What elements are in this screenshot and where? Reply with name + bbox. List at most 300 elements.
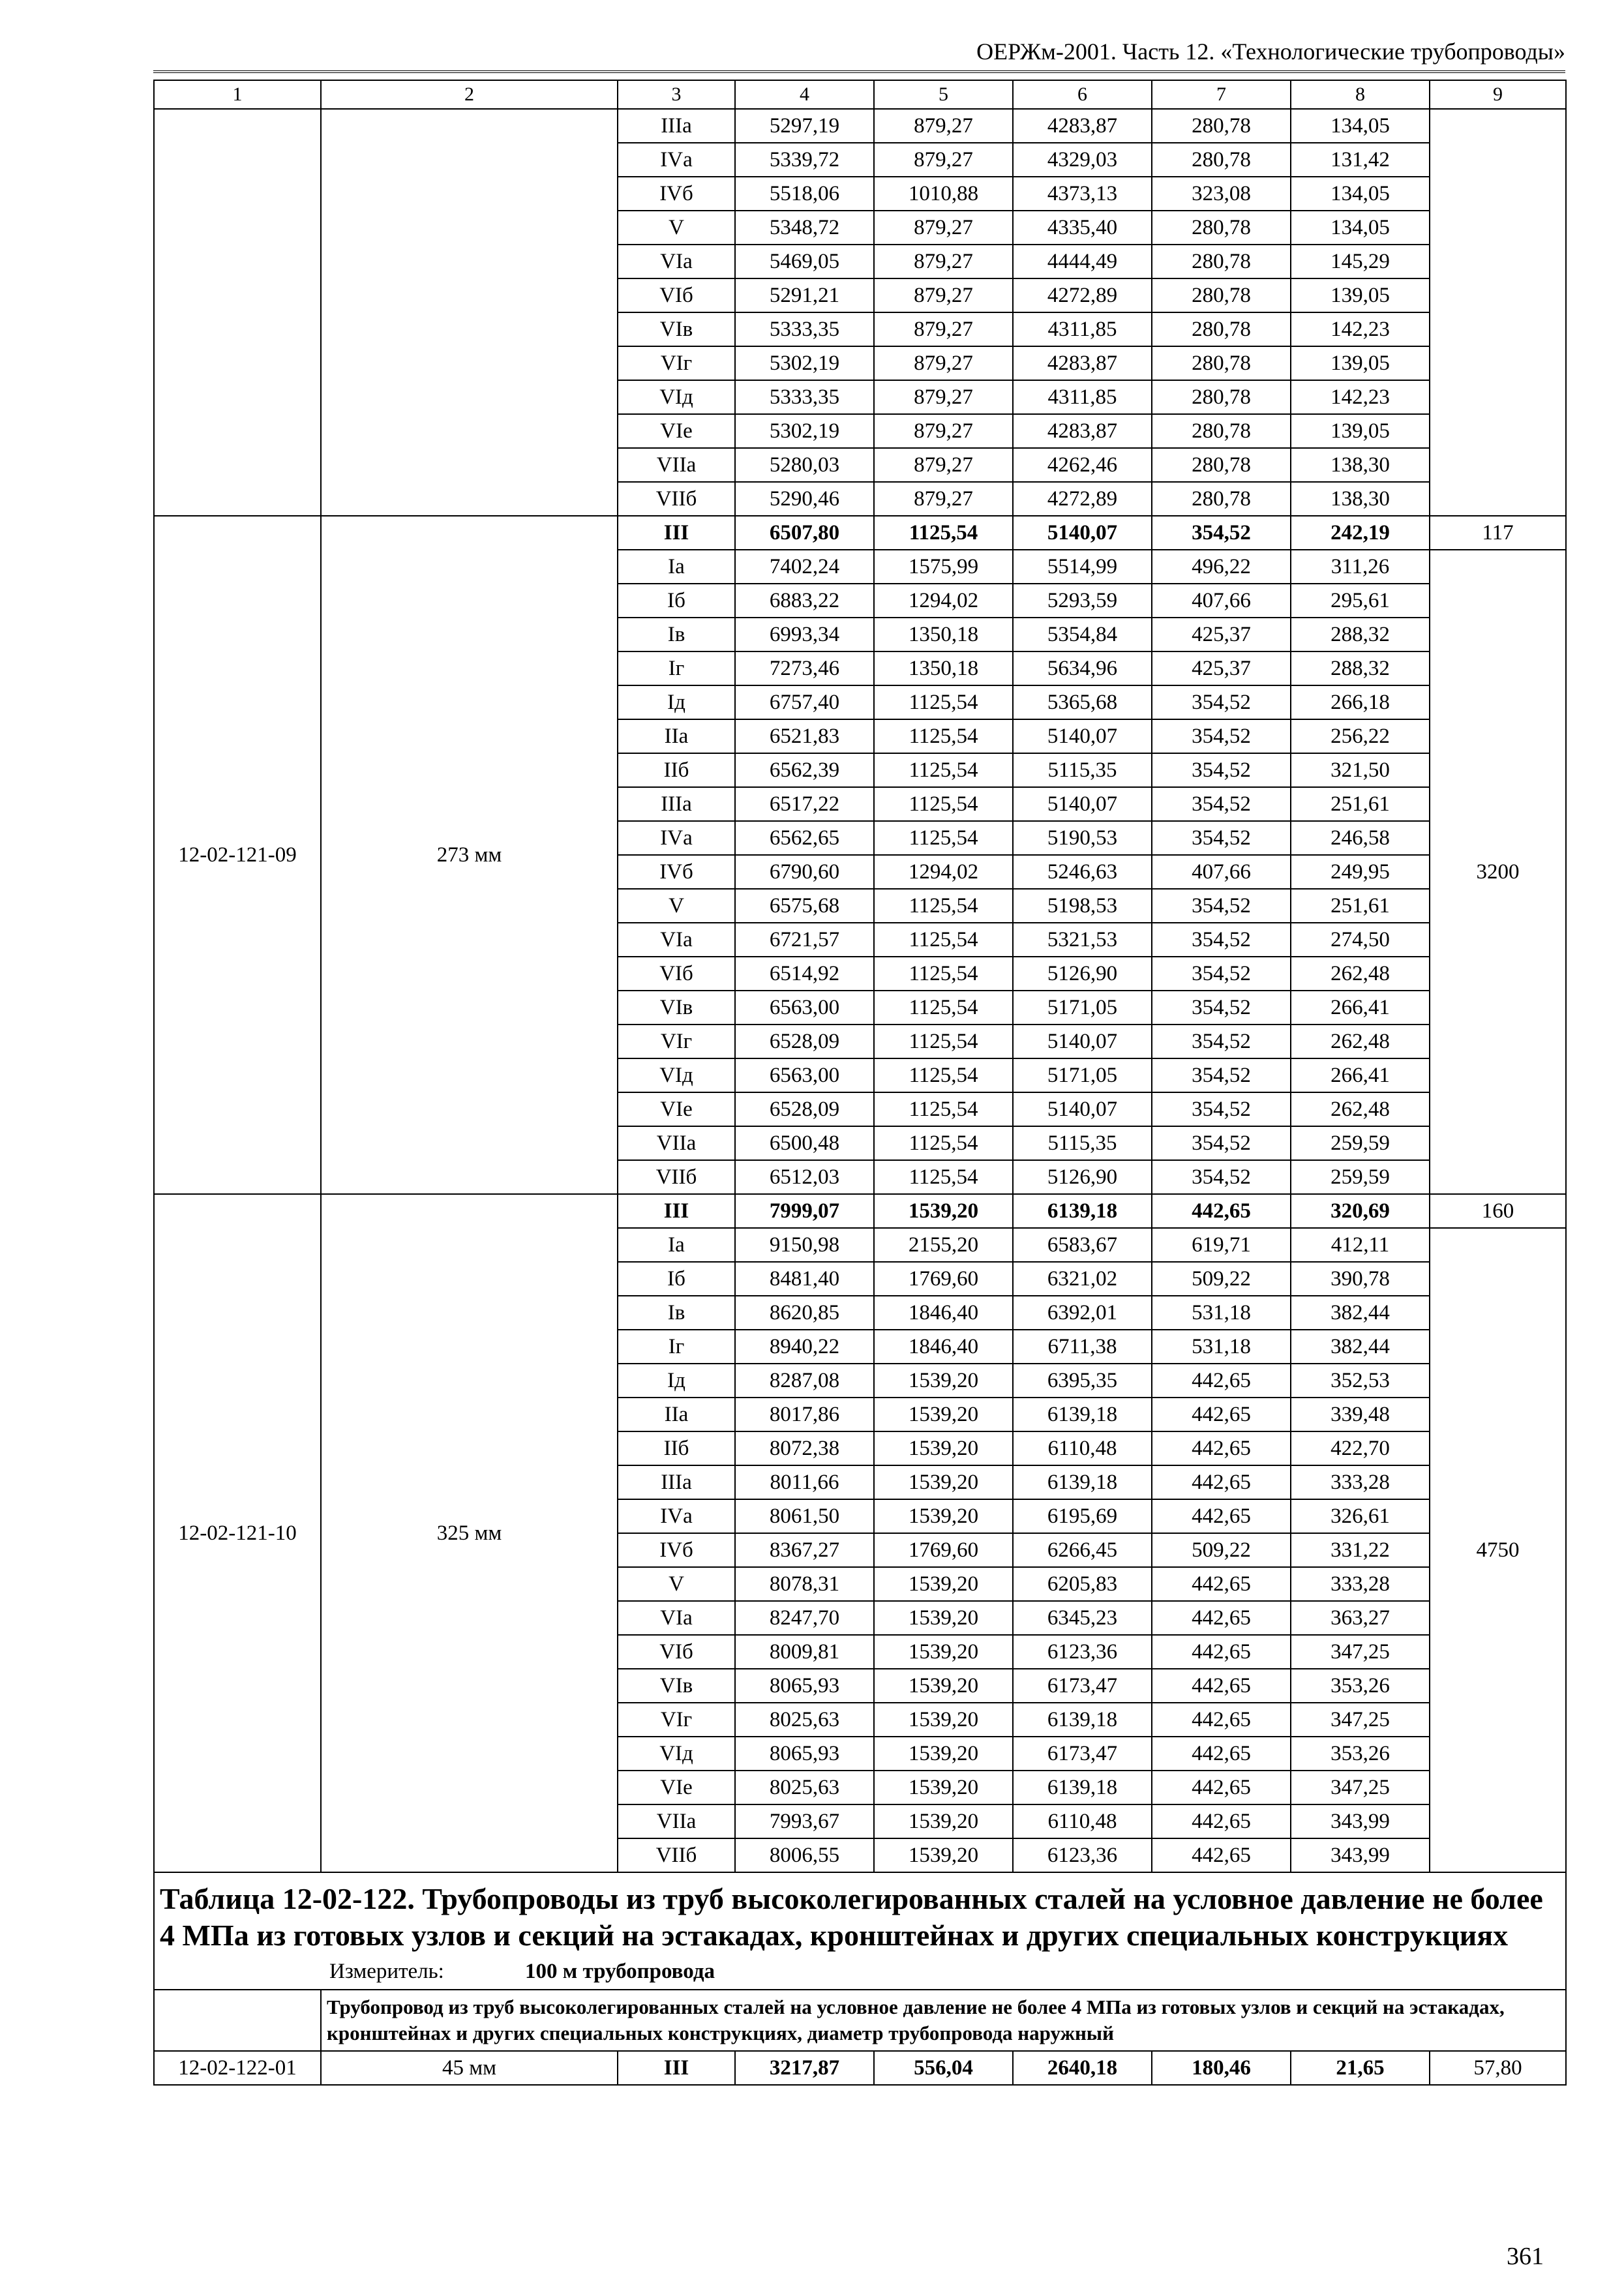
value-cell: 425,37 [1152,651,1291,685]
value-cell: 8017,86 [735,1398,874,1431]
category-cell: VIа [618,1601,735,1635]
category-cell: VIа [618,245,735,278]
value-cell: 6528,09 [735,1025,874,1058]
value-cell: 280,78 [1152,143,1291,177]
value-cell: 496,22 [1152,550,1291,584]
category-cell: III [618,2051,735,2085]
category-cell: IVб [618,1533,735,1567]
category-cell: VIг [618,1025,735,1058]
value-cell: 5302,19 [735,414,874,448]
diameter-cell: 273 мм [321,516,618,1194]
value-cell: 343,99 [1291,1804,1430,1838]
value-cell: 1125,54 [874,821,1013,855]
value-cell: 1539,20 [874,1703,1013,1737]
value-cell: 6883,22 [735,584,874,618]
column-number: 2 [321,80,618,109]
value-cell: 382,44 [1291,1296,1430,1330]
value-cell: 5126,90 [1013,1160,1152,1194]
col9-cell: 3200 [1430,550,1566,1194]
category-cell: IIIа [618,109,735,143]
value-cell: 5354,84 [1013,618,1152,651]
value-cell: 1539,20 [874,1635,1013,1669]
col9-cell: 4750 [1430,1228,1566,1872]
value-cell: 354,52 [1152,923,1291,957]
value-cell: 1125,54 [874,516,1013,550]
value-cell: 249,95 [1291,855,1430,889]
value-cell: 442,65 [1152,1771,1291,1804]
value-cell: 6345,23 [1013,1601,1152,1635]
value-cell: 4262,46 [1013,448,1152,482]
value-cell: 390,78 [1291,1262,1430,1296]
col9-cell: 57,80 [1430,2051,1566,2085]
value-cell: 139,05 [1291,414,1430,448]
value-cell: 6528,09 [735,1092,874,1126]
value-cell: 442,65 [1152,1804,1291,1838]
value-cell: 5115,35 [1013,753,1152,787]
running-header: ОЕРЖм-2001. Часть 12. «Технологические трубопроводы» [153,38,1565,73]
value-cell: 21,65 [1291,2051,1430,2085]
value-cell: 8072,38 [735,1431,874,1465]
category-cell: IIIа [618,1465,735,1499]
value-cell: 509,22 [1152,1262,1291,1296]
value-cell: 4311,85 [1013,312,1152,346]
value-cell: 1125,54 [874,1058,1013,1092]
value-cell: 5126,90 [1013,957,1152,991]
value-cell: 442,65 [1152,1838,1291,1872]
value-cell: 1350,18 [874,651,1013,685]
category-cell: VIд [618,380,735,414]
col9-cell: 160 [1430,1194,1566,1228]
value-cell: 8011,66 [735,1465,874,1499]
value-cell: 354,52 [1152,1058,1291,1092]
value-cell: 442,65 [1152,1703,1291,1737]
value-cell: 442,65 [1152,1499,1291,1533]
value-cell: 1125,54 [874,753,1013,787]
value-cell: 425,37 [1152,618,1291,651]
category-cell: IVб [618,855,735,889]
value-cell: 5280,03 [735,448,874,482]
value-cell: 134,05 [1291,177,1430,211]
category-cell: V [618,1567,735,1601]
value-cell: 134,05 [1291,109,1430,143]
value-cell: 1294,02 [874,584,1013,618]
category-cell: Iг [618,1330,735,1364]
table-row [154,1194,1566,1228]
value-cell: 7273,46 [735,651,874,685]
value-cell: 5365,68 [1013,685,1152,719]
value-cell: 442,65 [1152,1465,1291,1499]
value-cell: 509,22 [1152,1533,1291,1567]
value-cell: 5246,63 [1013,855,1152,889]
value-cell: 4283,87 [1013,109,1152,143]
value-cell: 354,52 [1152,516,1291,550]
value-cell: 442,65 [1152,1567,1291,1601]
category-cell: III [618,516,735,550]
value-cell: 347,25 [1291,1703,1430,1737]
value-cell: 442,65 [1152,1635,1291,1669]
value-cell: 8620,85 [735,1296,874,1330]
value-cell: 6110,48 [1013,1431,1152,1465]
value-cell: 5321,53 [1013,923,1152,957]
value-cell: 3217,87 [735,2051,874,2085]
value-cell: 5514,99 [1013,550,1152,584]
meter-value: 100 м трубопровода [525,1960,715,1983]
value-cell: 326,61 [1291,1499,1430,1533]
category-cell: Iб [618,1262,735,1296]
column-number: 5 [874,80,1013,109]
column-number: 3 [618,80,735,109]
value-cell: 531,18 [1152,1296,1291,1330]
value-cell: 442,65 [1152,1364,1291,1398]
category-cell: VIд [618,1058,735,1092]
value-cell: 4311,85 [1013,380,1152,414]
value-cell: 5339,72 [735,143,874,177]
value-cell: 280,78 [1152,414,1291,448]
value-cell: 5171,05 [1013,991,1152,1025]
category-cell: Iг [618,651,735,685]
diameter-cell: 45 мм [321,2051,618,2085]
value-cell: 1350,18 [874,618,1013,651]
category-cell: VIв [618,991,735,1025]
value-cell: 5291,21 [735,278,874,312]
value-cell: 879,27 [874,211,1013,245]
value-cell: 1125,54 [874,719,1013,753]
table-row [154,2051,1566,2085]
category-cell: V [618,889,735,923]
value-cell: 280,78 [1152,346,1291,380]
value-cell: 8287,08 [735,1364,874,1398]
category-cell: VIIб [618,1160,735,1194]
value-cell: 134,05 [1291,211,1430,245]
value-cell: 1539,20 [874,1737,1013,1771]
value-cell: 5293,59 [1013,584,1152,618]
category-cell: VIг [618,1703,735,1737]
value-cell: 422,70 [1291,1431,1430,1465]
value-cell: 138,30 [1291,448,1430,482]
category-cell: Iа [618,550,735,584]
value-cell: 4272,89 [1013,278,1152,312]
value-cell: 1125,54 [874,991,1013,1025]
value-cell: 879,27 [874,380,1013,414]
value-cell: 531,18 [1152,1330,1291,1364]
value-cell: 6790,60 [735,855,874,889]
value-cell: 331,22 [1291,1533,1430,1567]
value-cell: 246,58 [1291,821,1430,855]
column-number: 4 [735,80,874,109]
category-cell: VIб [618,957,735,991]
value-cell: 5115,35 [1013,1126,1152,1160]
value-cell: 266,41 [1291,991,1430,1025]
value-cell: 4373,13 [1013,177,1152,211]
value-cell: 5634,96 [1013,651,1152,685]
value-cell: 4272,89 [1013,482,1152,516]
value-cell: 6139,18 [1013,1771,1152,1804]
value-cell: 442,65 [1152,1431,1291,1465]
value-cell: 879,27 [874,109,1013,143]
value-cell: 266,41 [1291,1058,1430,1092]
value-cell: 333,28 [1291,1465,1430,1499]
value-cell: 8065,93 [735,1737,874,1771]
value-cell: 1125,54 [874,1092,1013,1126]
value-cell: 1125,54 [874,889,1013,923]
col9-cell [1430,109,1566,516]
value-cell: 1539,20 [874,1838,1013,1872]
value-cell: 288,32 [1291,651,1430,685]
category-cell: Iа [618,1228,735,1262]
value-cell: 6173,47 [1013,1737,1152,1771]
value-cell: 4283,87 [1013,414,1152,448]
value-cell: 138,30 [1291,482,1430,516]
value-cell: 442,65 [1152,1737,1291,1771]
category-cell: VIIа [618,1126,735,1160]
value-cell: 442,65 [1152,1194,1291,1228]
value-cell: 259,59 [1291,1126,1430,1160]
value-cell: 5518,06 [735,177,874,211]
category-cell: VIIа [618,448,735,482]
value-cell: 6512,03 [735,1160,874,1194]
value-cell: 4329,03 [1013,143,1152,177]
value-cell: 6173,47 [1013,1669,1152,1703]
value-cell: 6583,67 [1013,1228,1152,1262]
meter-label: Измеритель: [329,1960,444,1983]
value-cell: 5333,35 [735,312,874,346]
diameter-cell: 325 мм [321,1194,618,1872]
value-cell: 5140,07 [1013,1092,1152,1126]
value-cell: 1846,40 [874,1296,1013,1330]
column-number: 6 [1013,80,1152,109]
value-cell: 5140,07 [1013,516,1152,550]
code-cell: 12-02-121-09 [154,516,321,1194]
resource-table [153,80,1567,2086]
value-cell: 442,65 [1152,1669,1291,1703]
value-cell: 6993,34 [735,618,874,651]
code-cell [154,109,321,516]
page-number: 361 [1507,2243,1544,2270]
value-cell: 5171,05 [1013,1058,1152,1092]
value-cell: 5290,46 [735,482,874,516]
value-cell: 382,44 [1291,1330,1430,1364]
value-cell: 879,27 [874,312,1013,346]
table-body [154,80,1566,2085]
value-cell: 347,25 [1291,1771,1430,1804]
value-cell: 242,19 [1291,516,1430,550]
value-cell: 280,78 [1152,380,1291,414]
value-cell: 9150,98 [735,1228,874,1262]
category-cell: VIIб [618,482,735,516]
value-cell: 1769,60 [874,1533,1013,1567]
value-cell: 353,26 [1291,1669,1430,1703]
value-cell: 354,52 [1152,957,1291,991]
value-cell: 442,65 [1152,1398,1291,1431]
value-cell: 619,71 [1152,1228,1291,1262]
value-cell: 6195,69 [1013,1499,1152,1533]
value-cell: 2155,20 [874,1228,1013,1262]
value-cell: 879,27 [874,414,1013,448]
category-cell: VIIа [618,1804,735,1838]
value-cell: 354,52 [1152,1025,1291,1058]
value-cell: 280,78 [1152,448,1291,482]
value-cell: 6110,48 [1013,1804,1152,1838]
value-cell: 363,27 [1291,1601,1430,1635]
column-number: 1 [154,80,321,109]
category-cell: Iд [618,1364,735,1398]
value-cell: 343,99 [1291,1838,1430,1872]
value-cell: 8367,27 [735,1533,874,1567]
value-cell: 139,05 [1291,278,1430,312]
category-cell: V [618,211,735,245]
value-cell: 5140,07 [1013,719,1152,753]
col9-cell: 117 [1430,516,1566,550]
meter-line [160,1958,1560,1985]
value-cell: 251,61 [1291,889,1430,923]
value-cell: 5297,19 [735,109,874,143]
value-cell: 1539,20 [874,1431,1013,1465]
value-cell: 6321,02 [1013,1262,1152,1296]
category-cell: Iд [618,685,735,719]
value-cell: 354,52 [1152,821,1291,855]
value-cell: 5333,35 [735,380,874,414]
value-cell: 1539,20 [874,1194,1013,1228]
value-cell: 5469,05 [735,245,874,278]
category-cell: VIв [618,1669,735,1703]
value-cell: 266,18 [1291,685,1430,719]
value-cell: 180,46 [1152,2051,1291,2085]
category-cell: VIIб [618,1838,735,1872]
value-cell: 8078,31 [735,1567,874,1601]
value-cell: 8025,63 [735,1771,874,1804]
value-cell: 4335,40 [1013,211,1152,245]
code-cell: 12-02-121-10 [154,1194,321,1872]
value-cell: 347,25 [1291,1635,1430,1669]
value-cell: 5302,19 [735,346,874,380]
value-cell: 251,61 [1291,787,1430,821]
value-cell: 6123,36 [1013,1635,1152,1669]
value-cell: 7993,67 [735,1804,874,1838]
value-cell: 6562,65 [735,821,874,855]
value-cell: 1539,20 [874,1669,1013,1703]
category-cell: Iв [618,618,735,651]
value-cell: 354,52 [1152,1160,1291,1194]
code-cell: 12-02-122-01 [154,2051,321,2085]
value-cell: 879,27 [874,482,1013,516]
category-cell: VIе [618,1092,735,1126]
empty-cell [154,1990,321,2051]
value-cell: 8061,50 [735,1499,874,1533]
value-cell: 1125,54 [874,957,1013,991]
value-cell: 142,23 [1291,380,1430,414]
table-title: Таблица 12-02-122. Трубопроводы из труб высоколегированных сталей на условное давление не более 4 МПа из готовых узлов и секций на эстакадах, кронштейнах и других специальных конструкциях [160,1882,1543,1952]
category-cell: Iв [618,1296,735,1330]
value-cell: 1125,54 [874,1160,1013,1194]
value-cell: 280,78 [1152,482,1291,516]
value-cell: 5190,53 [1013,821,1152,855]
value-cell: 442,65 [1152,1601,1291,1635]
value-cell: 5140,07 [1013,1025,1152,1058]
column-number: 8 [1291,80,1430,109]
value-cell: 6757,40 [735,685,874,719]
column-number: 7 [1152,80,1291,109]
value-cell: 352,53 [1291,1364,1430,1398]
value-cell: 6123,36 [1013,1838,1152,1872]
diameter-cell [321,109,618,516]
value-cell: 131,42 [1291,143,1430,177]
value-cell: 354,52 [1152,1126,1291,1160]
value-cell: 6514,92 [735,957,874,991]
value-cell: 8009,81 [735,1635,874,1669]
value-cell: 1539,20 [874,1364,1013,1398]
value-cell: 280,78 [1152,245,1291,278]
value-cell: 1125,54 [874,1126,1013,1160]
value-cell: 8481,40 [735,1262,874,1296]
value-cell: 6521,83 [735,719,874,753]
category-cell: IIIа [618,787,735,821]
value-cell: 1769,60 [874,1262,1013,1296]
value-cell: 1125,54 [874,923,1013,957]
category-cell: IVа [618,821,735,855]
value-cell: 1539,20 [874,1804,1013,1838]
value-cell: 321,50 [1291,753,1430,787]
value-cell: 6392,01 [1013,1296,1152,1330]
category-cell: VIг [618,346,735,380]
value-cell: 1539,20 [874,1771,1013,1804]
value-cell: 2640,18 [1013,2051,1152,2085]
category-cell: VIе [618,414,735,448]
value-cell: 311,26 [1291,550,1430,584]
value-cell: 6139,18 [1013,1194,1152,1228]
value-cell: 333,28 [1291,1567,1430,1601]
value-cell: 1539,20 [874,1601,1013,1635]
value-cell: 6563,00 [735,991,874,1025]
value-cell: 1575,99 [874,550,1013,584]
value-cell: 256,22 [1291,719,1430,753]
value-cell: 879,27 [874,448,1013,482]
value-cell: 8247,70 [735,1601,874,1635]
category-cell: IIа [618,1398,735,1431]
value-cell: 354,52 [1152,719,1291,753]
value-cell: 295,61 [1291,584,1430,618]
value-cell: 879,27 [874,245,1013,278]
value-cell: 879,27 [874,346,1013,380]
value-cell: 8065,93 [735,1669,874,1703]
value-cell: 1846,40 [874,1330,1013,1364]
value-cell: 1125,54 [874,685,1013,719]
category-cell: IVб [618,177,735,211]
value-cell: 6517,22 [735,787,874,821]
value-cell: 1539,20 [874,1567,1013,1601]
value-cell: 6266,45 [1013,1533,1152,1567]
value-cell: 323,08 [1152,177,1291,211]
value-cell: 8025,63 [735,1703,874,1737]
category-cell: VIб [618,1635,735,1669]
category-cell: III [618,1194,735,1228]
value-cell: 1125,54 [874,787,1013,821]
value-cell: 262,48 [1291,1092,1430,1126]
value-cell: 407,66 [1152,855,1291,889]
value-cell: 139,05 [1291,346,1430,380]
category-cell: IIб [618,753,735,787]
value-cell: 354,52 [1152,1092,1291,1126]
value-cell: 5198,53 [1013,889,1152,923]
value-cell: 280,78 [1152,109,1291,143]
value-cell: 1294,02 [874,855,1013,889]
column-number: 9 [1430,80,1566,109]
value-cell: 259,59 [1291,1160,1430,1194]
value-cell: 412,11 [1291,1228,1430,1262]
table-title-row [154,1872,1566,1990]
value-cell: 6139,18 [1013,1398,1152,1431]
table-row [154,109,1566,143]
value-cell: 7402,24 [735,550,874,584]
